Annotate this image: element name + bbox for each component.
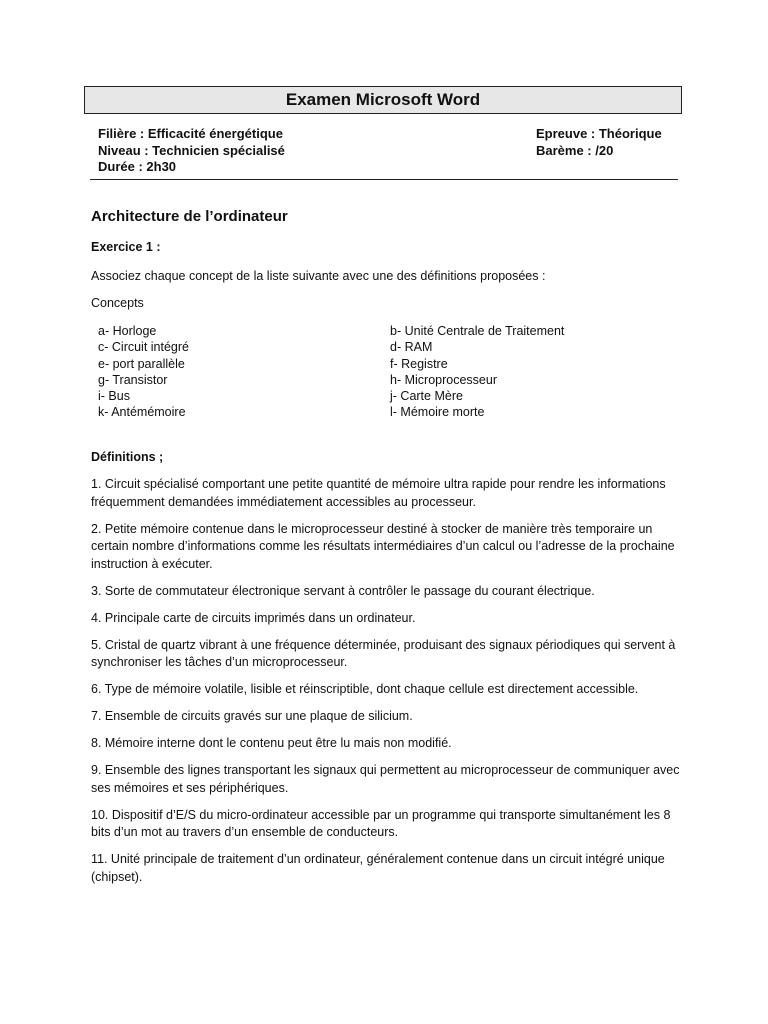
- section-heading: Architecture de l’ordinateur: [91, 208, 288, 225]
- definition-item: 9. Ensemble des lignes transportant les signaux qui permettent au microprocesseur de communiquer avec ses mémoires et ses périphériques.: [91, 763, 680, 795]
- field-duree: Durée : 2h30: [98, 159, 177, 174]
- header-divider: [90, 179, 678, 180]
- concept-row: [98, 356, 638, 372]
- concept-item: c- Circuit intégré: [98, 340, 189, 355]
- field-bareme: Barème : /20: [536, 142, 614, 158]
- concept-item: b- Unité Centrale de Traitement: [390, 324, 565, 338]
- exam-info-row: [98, 143, 668, 160]
- field-niveau: Niveau : Technicien spécialisé: [98, 142, 285, 158]
- concept-item: l- Mémoire morte: [390, 405, 485, 420]
- concept-row: [98, 323, 638, 339]
- concept-row: [98, 404, 638, 420]
- concept-item: h- Microprocesseur: [390, 372, 497, 387]
- concept-item: i- Bus: [98, 389, 130, 404]
- concept-item: j- Carte Mère: [390, 389, 463, 404]
- concept-item: f- Registre: [390, 356, 448, 371]
- concept-row: [98, 372, 638, 388]
- concepts-label: Concepts: [91, 296, 144, 310]
- concept-row: [98, 388, 638, 404]
- field-filiere: Filière : Efficacité énergétique: [98, 126, 283, 141]
- concepts-list: [98, 323, 638, 421]
- concept-item: a- Horloge: [98, 324, 157, 338]
- concept-item: k- Antémémoire: [98, 405, 186, 420]
- concept-item: e- port parallèle: [98, 356, 185, 371]
- instruction-text: Associez chaque concept de la liste suivante avec une des définitions proposées :: [91, 269, 546, 283]
- definition-item: 5. Cristal de quartz vibrant à une fréquence déterminée, produisant des signaux périodiques qui servent à synchroniser les tâches d’un microprocesseur.: [91, 637, 676, 669]
- exam-info-row: [98, 126, 668, 143]
- definition-item: 4. Principale carte de circuits imprimés dans un ordinateur.: [91, 610, 416, 625]
- definition-item: 7. Ensemble de circuits gravés sur une plaque de silicium.: [91, 709, 413, 723]
- document-title: Examen Microsoft Word: [84, 86, 682, 114]
- exam-info-row: [98, 159, 668, 176]
- field-epreuve: Epreuve : Théorique: [536, 126, 662, 141]
- exam-info: [98, 126, 668, 176]
- concept-item: g- Transistor: [98, 372, 168, 387]
- concept-item: d- RAM: [390, 340, 433, 355]
- definition-item: 3. Sorte de commutateur électronique servant à contrôler le passage du courant électrique.: [91, 583, 595, 598]
- definition-item: 1. Circuit spécialisé comportant une petite quantité de mémoire ultra rapide pour rendre les informations fréquemment demandées immédiatement accessibles au processeur.: [91, 477, 666, 509]
- definition-item: 10. Dispositif d’E/S du micro-ordinateur accessible par un programme qui transporte simultanément les 8 bits d’un mot au travers d’un ensemble de conducteurs.: [91, 807, 671, 839]
- concept-row: [98, 339, 638, 355]
- definition-item: 6. Type de mémoire volatile, lisible et réinscriptible, dont chaque cellule est directement accessible.: [91, 682, 639, 696]
- definition-item: 2. Petite mémoire contenue dans le microprocesseur destiné à stocker de manière très temporaire un certain nombre d’informations comme les résultats intermédiaires d’un calcul ou l’adresse de la prochaine instruction à exécuter.: [91, 521, 675, 571]
- exercise-heading: Exercice 1 :: [91, 240, 161, 254]
- definitions-list: [91, 476, 681, 896]
- definitions-label: Définitions ;: [91, 450, 164, 464]
- definition-item: 11. Unité principale de traitement d’un ordinateur, généralement contenue dans un circuit intégré unique (chipset).: [91, 852, 665, 884]
- definition-item: 8. Mémoire interne dont le contenu peut être lu mais non modifié.: [91, 736, 452, 750]
